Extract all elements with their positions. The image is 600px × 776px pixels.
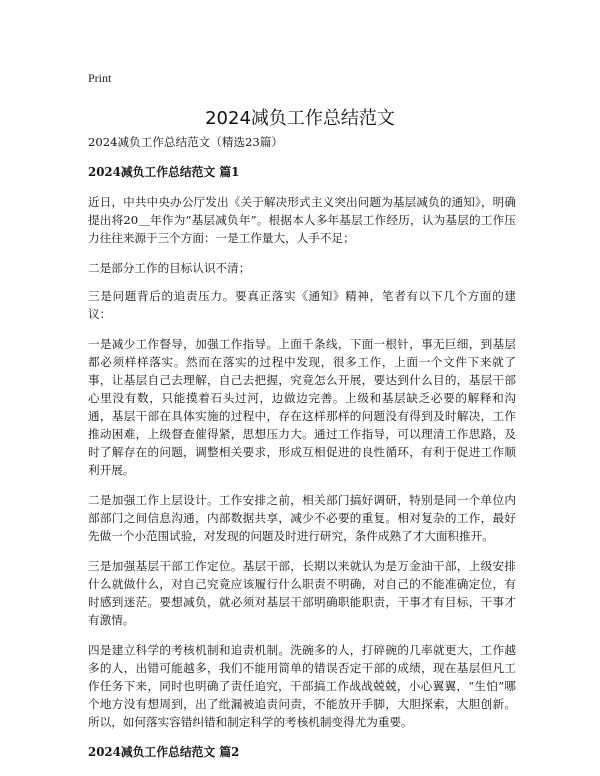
paragraph: 二是部分工作的目标认识不清；	[88, 261, 251, 275]
paragraph: 三是加强基层干部工作定位。基层干部，长期以来就认为是万金油干部，上级安排什么就做什么，对自己究竟应该履行什么职责不明确，对自己的不能准确定位，有时感到迷茫。要想减负，就必须对基层干部明确职能职责，干事才有目标，干事才有激情。	[88, 559, 516, 627]
paragraph: 三是问题背后的追责压力。要真正落实《通知》精神，笔者有以下几个方面的建议：	[88, 289, 516, 321]
paragraph: 一是减少工作督导，加强工作指导。上面千条线，下面一根针，事无巨细，到基层都必须样样落实。然而在落实的过程中发现，很多工作，上面一个文件下来就了事，让基层自己去理解，自己去把握，究竟怎么开展，要达到什么目的，基层干部心里没有数，只能摸着石头过河，边做边完善。上级和基层缺乏必要的解释和沟通，基层干部在具体实施的过程中，存在这样那样的问题没有得到及时解决，工作推动困难，上级督查催得紧，思想压力大。通过工作指导，可以理清工作思路，及时了解存在的问题，调整相关要求，形成互相促进的良性循环，有利于促进工作顺利开展。	[88, 337, 516, 477]
section-heading-1: 2024减负工作总结范文 篇1	[88, 165, 240, 179]
print-link[interactable]: Print	[88, 71, 112, 85]
section-heading-2: 2024减负工作总结范文 篇2	[88, 745, 240, 759]
document-subtitle: 2024减负工作总结范文（精选23篇）	[88, 135, 283, 149]
document-body	[88, 133, 516, 773]
page-title: 2024减负工作总结范文	[205, 108, 395, 129]
paragraph: 四是建立科学的考核机制和追责机制。洗碗多的人，打碎碗的几率就更大，工作越多的人，出错可能越多，我们不能用简单的错误否定干部的成绩，现在基层但凡工作任务下来，同时也明确了责任追究，干部搞工作战战兢兢，小心翼翼，“生怕”哪个地方没有想周到，出了纰漏被追责问责，不能放开手脚，大胆探索，大胆创新。所以，如何落实容错纠错和制定科学的考核机制变得尤为重要。	[88, 643, 516, 729]
paragraph: 二是加强工作上层设计。工作安排之前，相关部门搞好调研，特别是同一个单位内部部门之间信息沟通，内部数据共享，减少不必要的重复。相对复杂的工作，最好先做一个小范围试验，对发现的问题及时进行研究，条件成熟了才大面积推开。	[88, 493, 516, 543]
paragraph: 近日，中共中央办公厅发出《关于解决形式主义突出问题为基层减负的通知》，明确提出将20＿年作为“基层减负年”。根据本人多年基层工作经历，认为基层的工作压力往往来源于三个方面：一是工作量大，人手不足；	[88, 195, 516, 245]
